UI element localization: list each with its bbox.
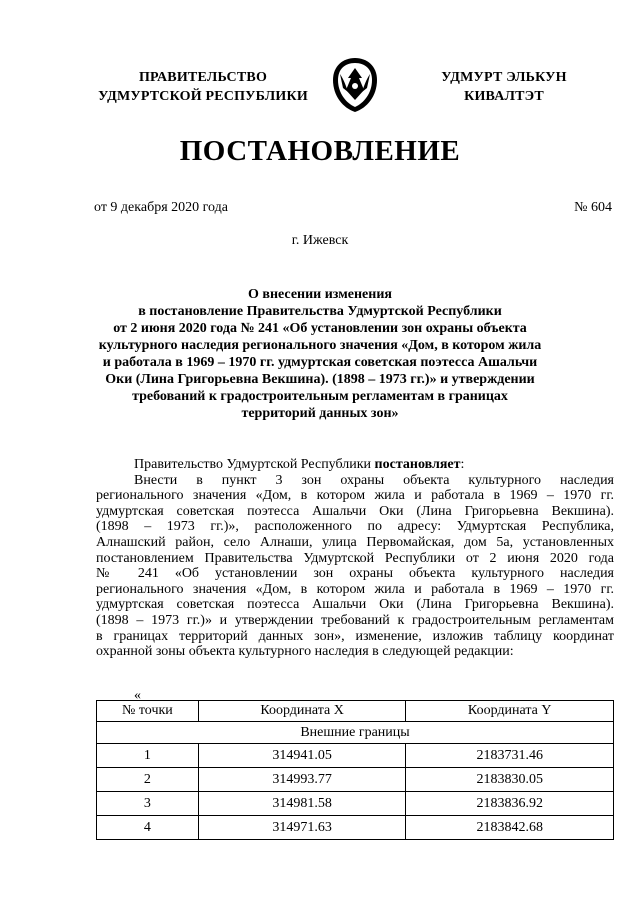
header-left-line1: ПРАВИТЕЛЬСТВО: [138, 70, 268, 85]
paragraph-line: в границах территорий данных зон», изменение, изложив таблицу координат: [96, 628, 614, 644]
coordinate-x: 314993.77: [198, 768, 406, 792]
coordinate-y: 2183731.46: [406, 744, 614, 768]
table-section-row: [97, 722, 614, 744]
subject-line: и работала в 1969 – 1970 гг. удмуртская советская поэтесса Ашальчи: [102, 355, 538, 370]
table-header-row: [97, 701, 614, 722]
paragraph-line: удмуртская советская поэтесса Ашальчи Оки (Лина Григорьевна Векшина).: [96, 597, 614, 613]
paragraph-line: Алнашский район, село Алнаши, улица Первомайская, дом 5а, установленных: [96, 534, 614, 550]
intro-bold: постановляет: [374, 457, 461, 472]
column-header: Координата X: [198, 701, 406, 722]
coordinate-x: 314941.05: [198, 744, 406, 768]
coat-of-arms-icon: [330, 56, 380, 114]
point-number: 3: [97, 792, 199, 816]
coordinate-y: 2183830.05: [406, 768, 614, 792]
coordinate-x: 314981.58: [198, 792, 406, 816]
subject-line: требований к градостроительным регламентам в границах: [132, 389, 508, 404]
header-left-line2: УДМУРТСКОЙ РЕСПУБЛИКИ: [98, 89, 308, 104]
paragraph-line: регионального значения «Дом, в котором жила и работала в 1969 – 1970 гг.: [96, 581, 614, 597]
subject-line: культурного наследия регионального значения «Дом, в котором жила: [98, 338, 542, 353]
header-right-line2: КИВАЛТЭТ: [464, 89, 544, 104]
section-title: Внешние границы: [97, 722, 614, 744]
paragraph-line: постановлением Правительства Удмуртской Республики от 2 июня 2020 года: [96, 550, 614, 566]
subject-line: О внесении изменения: [248, 287, 392, 302]
header-right-block: [424, 68, 584, 106]
document-date: от 9 декабря 2020 года: [94, 200, 228, 215]
point-number: 4: [97, 816, 199, 840]
subject-line: в постановление Правительства Удмуртской Республики: [138, 304, 502, 319]
paragraph-line: (1898 – 1973 гг.)» и утверждении требований к градостроительным регламентам: [96, 612, 614, 628]
document-title: ПОСТАНОВЛЕНИЕ: [179, 135, 461, 167]
intro-line: [96, 457, 614, 473]
paragraph-line: охранной зоны объекта культурного наследия в следующей редакции:: [96, 644, 514, 660]
document-city: г. Ижевск: [291, 233, 349, 248]
table-row: [97, 768, 614, 792]
coordinate-y: 2183842.68: [406, 816, 614, 840]
coordinate-y: 2183836.92: [406, 792, 614, 816]
paragraph-line: регионального значения «Дом, в котором жила и работала в 1969 – 1970 гг.: [96, 488, 614, 504]
coordinate-x: 314971.63: [198, 816, 406, 840]
point-number: 2: [97, 768, 199, 792]
point-number: 1: [97, 744, 199, 768]
table-row: [97, 744, 614, 768]
table-row: [97, 816, 614, 840]
header-right-line1: УДМУРТ ЭЛЬКУН: [441, 70, 567, 85]
paragraph-line: удмуртская советская поэтесса Ашальчи Оки (Лина Григорьевна Векшина).: [96, 503, 614, 519]
document-number: № 604: [574, 200, 612, 215]
table-row: [97, 792, 614, 816]
header-left-block: [88, 68, 318, 106]
intro-prefix: Правительство Удмуртской Республики: [134, 457, 375, 472]
column-header: Координата Y: [406, 701, 614, 722]
paragraph-line: Внести в пункт 3 зон охраны объекта культурного наследия: [134, 472, 614, 488]
coordinates-table: [96, 700, 614, 840]
subject-line: территорий данных зон»: [241, 406, 399, 421]
intro-suffix: :: [460, 457, 465, 472]
opening-quote: «: [134, 688, 141, 703]
paragraph-line: № 241 «Об установлении зон охраны объекта культурного наследия: [96, 566, 614, 582]
column-header: № точки: [97, 701, 199, 722]
subject-line: Оки (Лина Григорьевна Векшина). (1898 – 1973 гг.)» и утверждении: [105, 372, 535, 387]
document-subject: [92, 286, 548, 422]
paragraph-line: (1898 – 1973 гг.)», расположенного по адресу: Удмуртская Республика,: [96, 519, 614, 535]
document-body: [96, 457, 614, 660]
subject-line: от 2 июня 2020 года № 241 «Об установлении зон охраны объекта: [113, 321, 527, 336]
